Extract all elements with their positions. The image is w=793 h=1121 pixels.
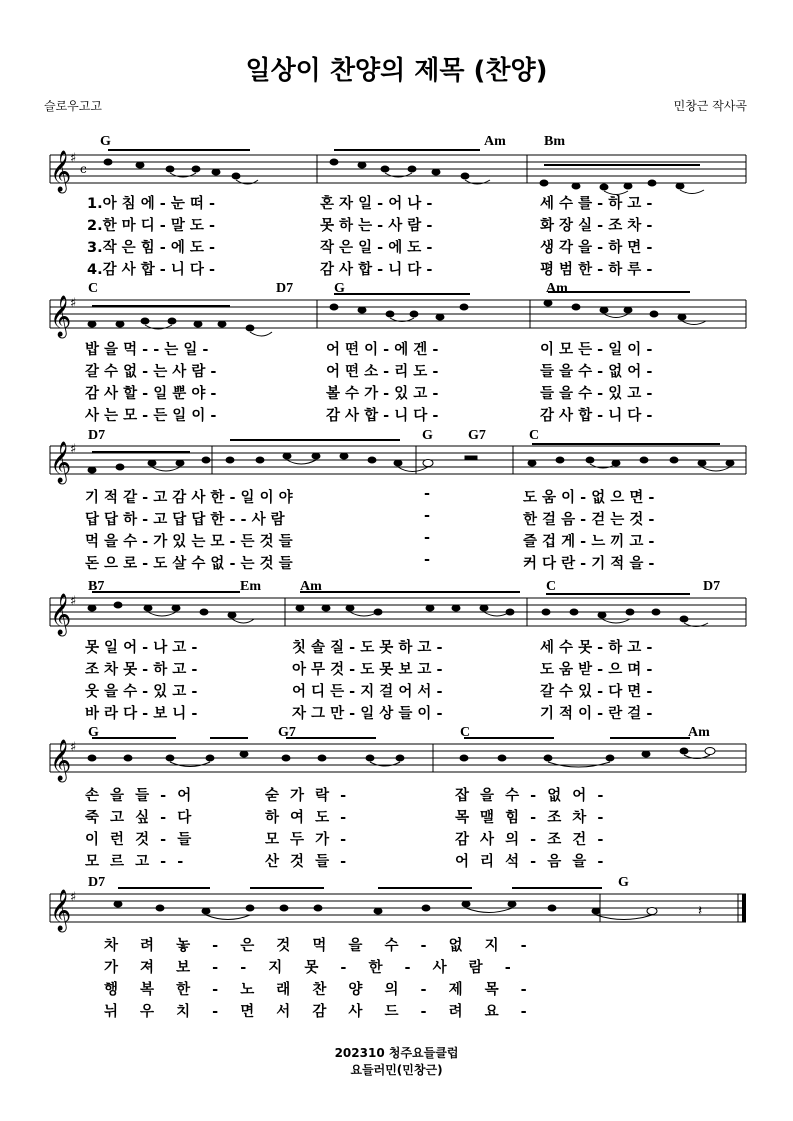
lyric: 세 수 를 - 하 고 - [540,196,653,212]
lyric: 이 런 것 - 들 [85,832,195,848]
svg-text:𝄞: 𝄞 [50,151,72,192]
chord: C [546,579,557,594]
lyric: 답 답 하 - 고 답 답 한 - - 사 람 [85,512,285,528]
chord: G [334,281,345,296]
lyric: 어 리 석 - 음 을 - [455,854,607,870]
lyric: - [424,530,431,546]
lyric: 즐 겁 게 - 느 끼 고 - [523,534,655,550]
svg-text:♯: ♯ [70,740,77,755]
footer-line-2: 요들러민(민창근) [350,1063,443,1077]
chord: Bm [544,134,565,149]
lyric: 아 무 것 - 도 못 보 고 - [292,662,443,678]
lyric: 기 적 이 - 란 걸 - [540,706,653,722]
lyric: - [424,486,431,502]
svg-text:𝄞: 𝄞 [50,296,72,337]
lyric: 칫 솔 질 - 도 못 하 고 - [292,640,443,656]
lyric: - [424,552,431,568]
lyric: 도 움 받 - 으 며 - [540,662,653,678]
lyric: 갈 수 없 - 는 사 람 - [85,364,217,380]
chord: D7 [88,428,106,443]
svg-text:c: c [80,162,87,176]
lyric: 어 디 든 - 지 걸 어 서 - [292,684,443,700]
lyric: 사 는 모 - 든 일 이 - [85,408,217,424]
lyric: 2.한 마 디 - 말 도 - [87,218,215,234]
chord: C [529,428,540,443]
lyric: 먹 을 수 - 가 있 는 모 - 든 것 들 [85,534,293,550]
tempo-label: 슬로우고고 [44,99,102,113]
lyric: 생 각 을 - 하 면 - [540,240,653,256]
lyric: 돈 으 로 - 도 살 수 없 - 는 것 들 [85,556,293,572]
chord: G [618,875,629,890]
lyric: 못 일 어 - 나 고 - [85,640,198,656]
svg-text:𝄽: 𝄽 [698,903,703,919]
chord: G7 [468,428,486,443]
lyric: 평 범 한 - 하 루 - [540,262,653,278]
song-title: 일상이 찬양의 제목 (찬양) [245,56,548,86]
lyric: 웃 을 수 - 있 고 - [85,684,198,700]
lyric: 3.작 은 힘 - 에 도 - [87,240,215,256]
lyric: - [424,508,431,524]
lyric: 바 라 다 - 보 니 - [85,706,198,722]
chord: C [460,725,471,740]
lyric: 들 을 수 - 없 어 - [540,364,653,380]
chord: B7 [88,579,105,594]
lyric: 뉘 우 치 - 면 서 감 사 드 - 려 요 - [104,1004,536,1020]
svg-text:♯: ♯ [70,442,77,457]
lyric: 산 것 들 - [265,854,350,870]
svg-text:♯: ♯ [70,296,77,311]
lyric: 감 사 합 - 니 다 - [540,408,653,424]
lyric: 들 을 수 - 있 고 - [540,386,653,402]
lyric: 못 하 는 - 사 람 - [320,218,433,234]
svg-text:♯: ♯ [70,594,77,609]
lyric: 모 두 가 - [265,832,350,848]
chord: Am [688,725,710,740]
lyric: 어 떤 이 - 에 겐 - [326,342,439,358]
chord: G7 [278,725,296,740]
svg-text:𝄞: 𝄞 [50,740,72,781]
lyric: 작 은 일 - 에 도 - [320,240,433,256]
lyric: 갈 수 있 - 다 면 - [540,684,653,700]
svg-text:𝄞: 𝄞 [50,594,72,635]
lyric: 행 복 한 - 노 래 찬 양 의 - 제 목 - [104,982,536,998]
lyric: 4.감 사 합 - 니 다 - [87,262,215,278]
lyric: 이 모 든 - 일 이 - [540,342,653,358]
lyric: 혼 자 일 - 어 나 - [320,196,433,212]
lyric: 도 움 이 - 없 으 면 - [523,490,655,506]
lyric: 한 걸 음 - 걷 는 것 - [523,512,655,528]
chord: Am [546,281,568,296]
lyric: 모 르 고 - - [85,854,187,870]
chord: Em [240,579,261,594]
lyric: 감 사 합 - 니 다 - [320,262,433,278]
svg-text:𝄞: 𝄞 [50,442,72,483]
lyric: 감 사 의 - 조 건 - [455,832,607,848]
svg-text:𝄞: 𝄞 [50,890,72,931]
footer [0,1045,793,1079]
lyric: 커 다 란 - 기 적 을 - [523,556,655,572]
chord: G [100,134,111,149]
chord: G [88,725,99,740]
lyric: 1.아 침 에 - 눈 떠 - [87,196,215,212]
lyric: 자 그 만 - 일 상 들 이 - [292,706,443,722]
svg-text:♯: ♯ [70,890,77,905]
lyric: 하 여 도 - [265,810,350,826]
lyric: 손 을 들 - 어 [85,788,195,804]
chord: D7 [703,579,721,594]
composer-label: 민창근 작사곡 [673,99,747,113]
lyric: 밥 을 먹 - - 는 일 - [85,342,209,358]
lyric: 조 차 못 - 하 고 - [85,662,198,678]
chord: C [88,281,99,296]
lyric: 숟 가 락 - [265,788,350,804]
lyric: 감 사 합 - 니 다 - [326,408,439,424]
lyric: 세 수 못 - 하 고 - [540,640,653,656]
lyric: 화 장 실 - 조 차 - [540,218,653,234]
chord: D7 [88,875,106,890]
chord: Am [300,579,322,594]
lyric: 어 떤 소 - 리 도 - [326,364,439,380]
lyric: 잡 을 수 - 없 어 - [455,788,607,804]
lyric: 볼 수 가 - 있 고 - [326,386,439,402]
lyric: 죽 고 싶 - 다 [85,810,195,826]
footer-line-1: 202310 청주요들클럽 [334,1046,459,1060]
lyric: 가 져 보 - - 지 못 - 한 - 사 람 - [104,960,520,976]
chord: Am [484,134,506,149]
lyric: 감 사 할 - 일 뿐 야 - [85,386,217,402]
chord: G [422,428,433,443]
lyric: 기 적 같 - 고 감 사 한 - 일 이 야 [85,490,293,506]
lyric: 차 려 놓 - 은 것 먹 을 수 - 없 지 - [104,938,536,954]
chord: D7 [276,281,294,296]
svg-text:♯: ♯ [70,151,77,166]
lyric: 목 맬 힘 - 조 차 - [455,810,607,826]
